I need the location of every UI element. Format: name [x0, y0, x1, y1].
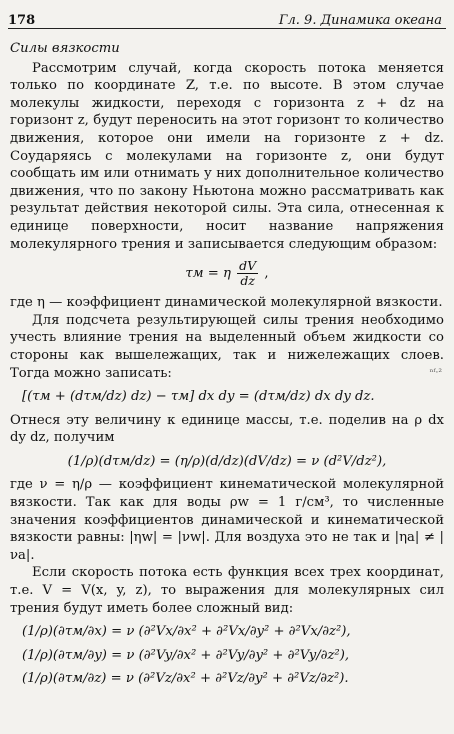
running-header — [8, 6, 446, 29]
paragraph-4: Отнеся эту величину к единице массы, т.е. поделив на ρ dx dy dz, получим — [10, 412, 444, 446]
paragraph-3: Для подсчета результирующей силы трения необходимо учесть влияние трения на выделенный объем жидкости со стороны как вышележащих, так и нижележащих слоев. Тогда можно записать: — [10, 312, 444, 381]
paragraph-6: Если скорость потока есть функция всех трех координат, т.е. V = V(x, y, z), то выражения для молекулярных сил трения будут иметь более сложный вид: — [10, 565, 444, 616]
equation-6 — [10, 670, 444, 688]
eq4-text: (1/ρ)(∂τм/∂x) = ν (∂²Vx/∂x² + ∂²Vx/∂y² + ∂²Vx/∂z²), — [22, 624, 351, 640]
eq5-text: (1/ρ)(∂τм/∂y) = ν (∂²Vy/∂x² + ∂²Vy/∂y² + ∂²Vy/∂z²), — [22, 647, 350, 663]
margin-pencil-mark: ⁿᶠ·² — [429, 368, 442, 378]
running-title: Гл. 9. Динамика океана — [278, 13, 442, 28]
page-number: 178 — [8, 13, 36, 28]
section-title: Силы вязкости — [10, 41, 120, 56]
eq1-numerator: dV — [239, 258, 257, 274]
eq1-tail: , — [264, 266, 269, 282]
page-content — [10, 40, 444, 728]
eq6-text: (1/ρ)(∂τм/∂z) = ν (∂²Vz/∂x² + ∂²Vz/∂y² + ∂²Vz/∂z²). — [22, 671, 349, 687]
paragraph-2: где η — коэффициент динамической молекулярной вязкости. — [10, 295, 443, 311]
paragraph-5: где ν = η/ρ — коэффициент кинематической молекулярной вязкости. Так как для воды ρw = 1 г/см³, то численные значения коэффициентов динамической и кинематической вязкости равны: |ηw| = |νw|. Для воздуха это не так и |ηa| ≠ |νa|. — [10, 477, 444, 563]
equation-4 — [10, 623, 444, 641]
eq1-denominator: dz — [240, 273, 255, 289]
equation-5 — [10, 647, 444, 665]
paragraph-1: Рассмотрим случай, когда скорость потока меняется только по координате Z, т.е. по высоте. В этом случае молекулы жидкости, переходя с горизонта z + dz на горизонт z, будут переносить на этот горизонт то количество движения, которое они имели на горизонте z + dz. Соударяясь с молекулами на горизонте z, они будут сообщать им или отнимать у них дополнительное количество движения, что по закону Ньютона можно рассматривать как результат действия некоторой силы. Эта сила, отнесенная к единице поверхности, носит название напряжения молекулярного трения и записывается следующим образом: — [10, 60, 444, 252]
eq3-text: (1/ρ)(dτм/dz) = (η/ρ)(d/dz)(dV/dz) = ν (d²V/dz²), — [67, 453, 387, 469]
equation-3 — [10, 453, 444, 471]
eq1-lhs: τм = η — [185, 266, 231, 282]
eq2-text: [(τм + (dτм/dz) dz) − τм] dx dy = (dτм/dz) dx dy dz. — [22, 389, 375, 405]
eq1-fraction — [237, 259, 258, 288]
equation-2 — [10, 388, 444, 406]
equation-1 — [10, 259, 444, 288]
